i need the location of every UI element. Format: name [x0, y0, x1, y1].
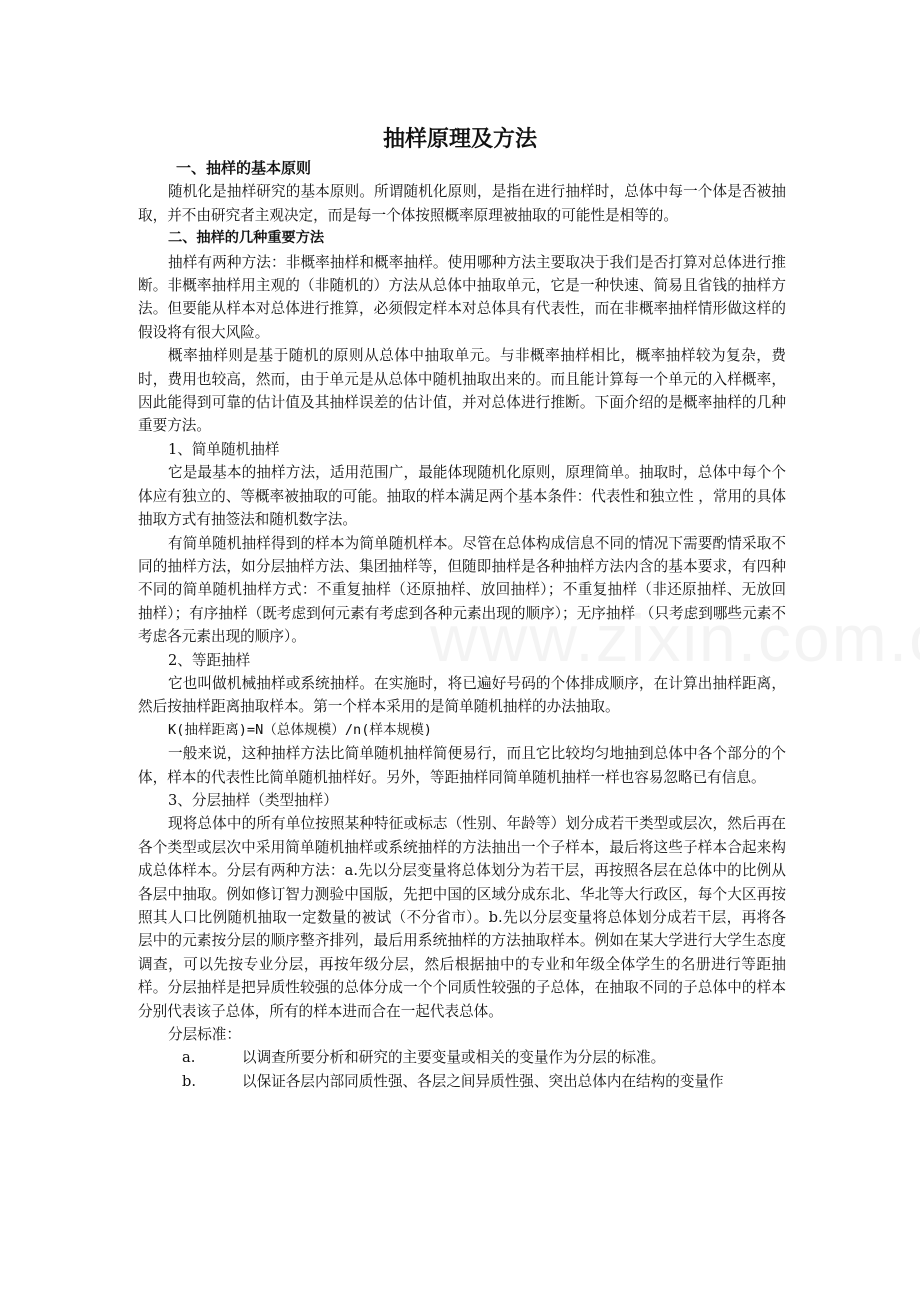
paragraph: 随机化是抽样研究的基本原则。所谓随机化原则，是指在进行抽样时，总体中每一个体是否被抽取，并不由研究者主观决定，而是每一个体按照概率原理被抽取的可能性是相等的。 [138, 183, 786, 224]
section-heading-methods: 二、抽样的几种重要方法 [168, 230, 325, 247]
paragraph: 抽样有两种方法：非概率抽样和概率抽样。使用哪种方法主要取决于我们是否打算对总体进行推断。非概率抽样用主观的（非随机的）方法从总体中抽取单元，它是一种快速、简易且省钱的抽样方法。但要能从样本对总体进行推算，必须假定样本对总体具有代表性，而在非概率抽样情形做这样的假设将有很大风险。 [138, 253, 786, 341]
list-text: 以保证各层内部同质性强、各层之间异质性强、突出总体内在结构的变量作 [242, 1072, 724, 1090]
list-item [138, 1046, 786, 1069]
document-body [138, 157, 786, 1093]
subheading-stratified: 3、分层抽样（类型抽样） [168, 791, 338, 809]
list-marker: a. [182, 1049, 196, 1067]
formula: K(抽样距离)=N（总体规模）/n(样本规模) [168, 721, 432, 738]
paragraph: 概率抽样则是基于随机的原则从总体中抽取单元。与非概率抽样相比，概率抽样较为复杂，费时，费用也较高，然而，由于单元是从总体中随机抽取出来的。而且能计算每一个单元的入样概率，因此能得到可靠的估计值及其抽样误差的估计值，并对总体进行推断。下面介绍的是概率抽样的几种重要方法。 [138, 347, 786, 435]
paragraph: 有简单随机抽样得到的样本为简单随机样本。尽管在总体构成信息不同的情况下需要酌情采取不同的抽样方法，如分层抽样方法、集团抽样等，但随即抽样是各种抽样方法内含的基本要求，有四种不同的简单随机抽样方式：不重复抽样（还原抽样、放回抽样）；不重复抽样（非还原抽样、无放回抽样）；有序抽样（既考虑到何元素有考虑到各种元素出现的顺序）；无序抽样 （只考虑到哪些元素不考虑各元素出现的顺序）。 [138, 534, 786, 646]
paragraph: 它是最基本的抽样方法，适用范围广，最能体现随机化原则，原理简单。抽取时，总体中每个个体应有独立的、等概率被抽取的可能。抽取的样本满足两个基本条件：代表性和独立性 ，常用的具体抽取方式有抽签法和随机数字法。 [138, 464, 786, 529]
list-text: 以调查所要分析和研究的主要变量或相关的变量作为分层的标准。 [242, 1049, 666, 1067]
section-heading-principles: 一、抽样的基本原则 [176, 159, 312, 177]
paragraph: 它也叫做机械抽样或系统抽样。在实施时，将已遍好号码的个体排成顺序，在计算出抽样距离，然后按抽样距离抽取样本。第一个样本采用的是简单随机抽样的办法抽取。 [138, 674, 786, 716]
paragraph: 现将总体中的所有单位按照某种特征或标志（性别、年龄等）划分成若干类型或层次，然后再在各个类型或层次中采用简单随机抽样或系统抽样的方法抽出一个子样本，最后将这些子样本合起来构成总体样本。分层有两种方法：a.先以分层变量将总体划分为若干层，再按照各层在总体中的比例从各层中抽取。例如修订智力测验中国版，先把中国的区域分成东北、华北等大行政区，每个大区再按照其人口比例随机抽取一定数量的被试（不分省市）。b.先以分层变量将总体划分成若干层，再将各层中的元素按分层的顺序整齐排列，最后用系统抽样的方法抽取样本。例如在某大学进行大学生态度调查，可以先按专业分层，再按年级分层，然后根据抽中的专业和年级全体学生的名册进行等距抽样。分层抽样是把异质性较强的总体分成一个个同质性较强的子总体，在抽取不同的子总体中的样本分别代表该子总体，所有的样本进而合在一起代表总体。 [138, 815, 786, 1020]
list-item [138, 1070, 786, 1093]
list-marker: b. [182, 1072, 196, 1090]
paragraph: 一般来说，这种抽样方法比简单随机抽样简便易行，而且它比较均匀地抽到总体中各个部分的个体，样本的代表性比简单随机抽样好。另外，等距抽样同简单随机抽样一样也容易忽略已有信息。 [138, 745, 786, 786]
page-title: 抽样原理及方法 [382, 127, 537, 152]
subheading-systematic: 2、等距抽样 [168, 651, 251, 669]
criteria-label: 分层标准： [168, 1026, 241, 1044]
subheading-simple-random: 1、简单随机抽样 [168, 440, 280, 458]
